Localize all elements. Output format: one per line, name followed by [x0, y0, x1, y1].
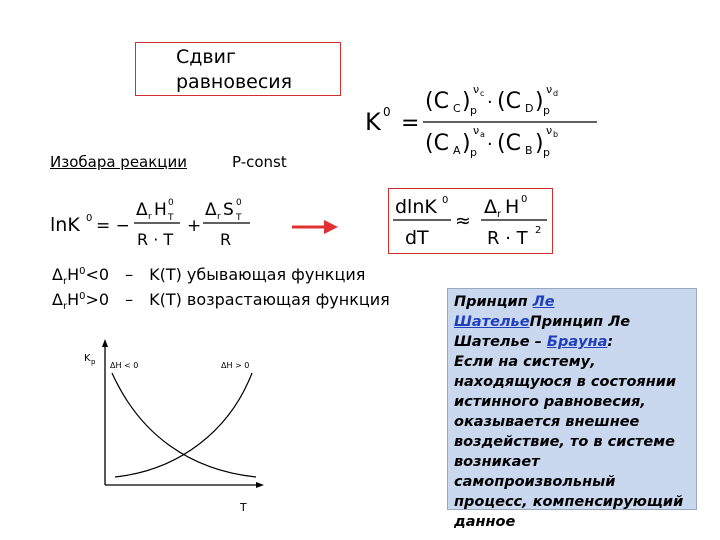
den-2-close: ): [535, 131, 544, 156]
principle-part3: :: [607, 334, 614, 350]
delta-sup: 0: [79, 291, 86, 302]
curve-1-label: ΔH < 0: [110, 361, 139, 370]
den-2-p: p: [543, 146, 550, 159]
derivative-formula: [389, 189, 552, 253]
num-2-pow-sub: d: [553, 89, 559, 98]
delta-condition: <0: [85, 265, 110, 284]
ln-lhs: lnK: [50, 214, 80, 236]
k0-equals: =: [401, 111, 420, 136]
ln-num1-subT: T: [168, 213, 174, 223]
ln-num1-main: H: [154, 200, 167, 220]
num-2: (C: [497, 89, 521, 114]
den-2: (C: [497, 131, 521, 156]
ln-num1-delta: Δ: [136, 200, 148, 220]
delta-main: H: [67, 290, 80, 309]
ln-den1: R · T: [137, 230, 174, 249]
ln-lhs-sup: 0: [86, 213, 93, 224]
den-2-sub: B: [525, 144, 533, 157]
deriv-num-sup: 0: [442, 195, 449, 206]
delta-sup: 0: [79, 266, 86, 277]
deriv-rhs-den-sup: 2: [535, 225, 542, 236]
curve-2-label: ΔH > 0: [221, 361, 250, 370]
deriv-rhs-sup: 0: [521, 194, 528, 205]
deriv-num: dlnK: [395, 196, 437, 218]
num-1-p: p: [470, 104, 477, 117]
delta-main: H: [67, 265, 80, 284]
delta-h-positive-line: [52, 290, 390, 312]
le-chatelier-principle-box: [447, 288, 697, 530]
num-1: (C: [425, 89, 449, 114]
k0-lhs: K: [365, 108, 381, 136]
curve-increasing: [115, 373, 252, 477]
ln-num2-main: S: [223, 200, 234, 220]
derivative-formula-box: [388, 188, 553, 254]
den-1-pow: ν: [473, 124, 480, 137]
deriv-den: dT: [405, 227, 429, 249]
x-axis-arrow: [256, 482, 264, 488]
y-axis-label: K: [84, 353, 91, 364]
num-dot: ·: [487, 92, 493, 113]
num-2-p: p: [543, 104, 550, 117]
delta-dash: –: [125, 290, 134, 309]
isobar-label: Изобара реакции: [50, 153, 188, 171]
num-1-close: ): [462, 89, 471, 114]
delta-condition: >0: [85, 290, 110, 309]
curve-decreasing: [112, 373, 256, 477]
x-axis-label: T: [240, 501, 247, 514]
ln-k-formula: [50, 193, 265, 255]
delta-dash: –: [125, 265, 134, 284]
den-1-sub: A: [453, 144, 461, 157]
num-2-close: ): [535, 89, 544, 114]
ln-equals-minus: = −: [96, 216, 130, 236]
ln-num2-delta: Δ: [205, 200, 217, 220]
principle-body: Если на систему, находящуюся в состоянии истинного равновесия, оказывается внешнее воздействие, то в системе возникает самопроизвольный процесс, компенсирующий данное: [454, 354, 684, 530]
den-2-pow: ν: [546, 124, 553, 137]
delta-result: K(T) возрастающая функция: [149, 290, 390, 309]
y-axis-label-sub: p: [91, 358, 96, 366]
ln-num1-sub: r: [148, 212, 152, 222]
delta-sub: r: [62, 276, 68, 287]
deriv-rhs-den: R · T: [487, 228, 528, 249]
page-title: Сдвиг равновесия: [176, 46, 293, 93]
braun-link[interactable]: Брауна: [546, 334, 608, 350]
den-1-pow-sub: a: [480, 130, 485, 139]
k0-lhs-sup: 0: [383, 105, 391, 119]
delta-h-negative-line: [52, 265, 366, 287]
den-1-p: p: [470, 146, 477, 159]
deriv-approx: ≈: [455, 210, 471, 232]
ln-num2-sup: 0: [236, 198, 242, 208]
delta-symbol: Δ: [52, 290, 63, 309]
delta-symbol: Δ: [52, 265, 63, 284]
principle-part1: Принцип: [454, 294, 533, 310]
deriv-rhs-delta: Δ: [484, 196, 497, 218]
arrow-icon: [292, 219, 338, 235]
num-2-sub: D: [525, 102, 534, 115]
delta-result: K(T) убывающая функция: [149, 265, 366, 284]
den-dot: ·: [487, 134, 493, 155]
num-1-sub: C: [453, 102, 461, 115]
num-1-pow: ν: [473, 83, 480, 96]
den-1-close: ): [462, 131, 471, 156]
den-1: (C: [425, 131, 449, 156]
kp-vs-t-graph: [60, 335, 275, 520]
den-2-pow-sub: b: [553, 130, 559, 139]
principle-part2: Принцип Ле Шателье –: [454, 314, 631, 350]
deriv-rhs-sub: r: [497, 209, 502, 220]
ln-den2: R: [220, 230, 232, 249]
delta-sub: r: [62, 301, 68, 312]
y-axis-arrow: [102, 339, 108, 347]
num-2-pow: ν: [546, 83, 553, 96]
ln-num2-sub: r: [217, 212, 221, 222]
ln-num1-sup: 0: [168, 198, 174, 208]
equilibrium-constant-formula: [365, 78, 605, 163]
le-chatelier-link[interactable]: Ле Шателье: [454, 294, 555, 330]
deriv-rhs-main: H: [505, 196, 520, 218]
ln-plus: +: [187, 216, 202, 236]
num-1-pow-sub: c: [480, 89, 485, 98]
title-box: [135, 42, 341, 96]
pressure-condition: P-const: [232, 153, 287, 171]
ln-num2-subT: T: [236, 213, 242, 223]
